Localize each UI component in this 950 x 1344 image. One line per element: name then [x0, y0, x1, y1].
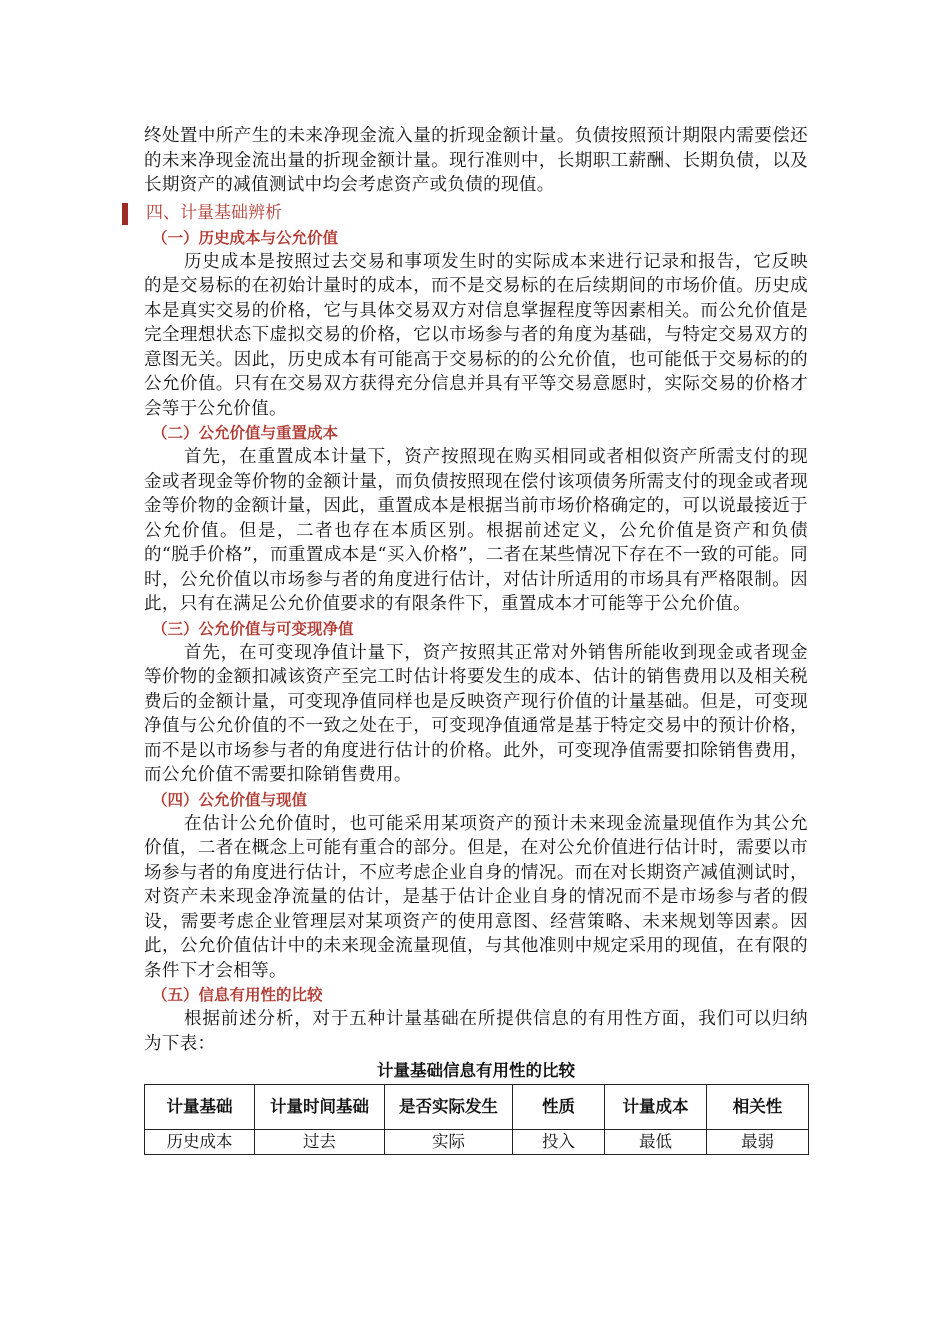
table-header-cell: 计量基础	[145, 1085, 255, 1130]
table-cell: 投入	[513, 1130, 605, 1155]
table-cell: 最弱	[707, 1130, 809, 1155]
table-cell: 最低	[605, 1130, 707, 1155]
subsection-heading-3: （三）公允价值与可变现净值	[152, 619, 354, 638]
intro-paragraph: 终处置中所产生的未来净现金流入量的折现金额计量。负债按照预计期限内需要偿还的未来净现金流出量的折现金额计量。现行准则中，长期职工薪酬、长期负债，以及长期资产的减值测试中均会考虑资产或负债的现值。	[144, 126, 808, 195]
table-header-cell: 性质	[513, 1085, 605, 1130]
table-header-cell: 计量成本	[605, 1085, 707, 1130]
table-caption: 计量基础信息有用性的比较	[377, 1061, 575, 1080]
subsection-paragraph-4: 在估计公允价值时，也可能采用某项资产的预计未来现金流量现值作为其公允价值，二者在概念上可能有重合的部分。但是，在对公允价值进行估计时，需要以市场参与者的角度进行估计，不应考虑企业自身的情况。而在对长期资产减值测试时，对资产未来现金净流量的估计，是基于估计企业自身的情况而不是市场参与者的假设，需要考虑企业管理层对某项资产的使用意图、经营策略、未来规划等因素。因此，公允价值估计中的未来现金流量现值，与其他准则中规定采用的现值，在有限的条件下才会相等。	[144, 813, 808, 981]
table-cell: 实际	[385, 1130, 513, 1155]
table-cell: 过去	[255, 1130, 385, 1155]
subsection-heading-2: （二）公允价值与重置成本	[152, 424, 339, 442]
subsection-paragraph-2: 首先，在重置成本计量下，资产按照现在购买相同或者相似资产所需支付的现金或者现金等价物的金额计量，而负债按照现在偿付该项债务所需支付的现金或者现金等价物的金额计量，因此，重置成本是根据当前市场价格确定的，可以说最接近于公允价值。但是，二者也存在本质区别。根据前述定义，公允价值是资产和负债的“脱手价格”，而重置成本是“买入价格”，二者在某些情况下存在不一致的可能。同时，公允价值以市场参与者的角度进行估计，对估计所适用的市场具有严格限制。因此，只有在满足公允价值要求的有限条件下，重置成本才可能等于公允价值。	[144, 447, 808, 614]
document-page	[144, 124, 808, 1155]
subsection-paragraph-5: 根据前述分析，对于五种计量基础在所提供信息的有用性方面，我们可以归纳为下表：	[144, 1009, 808, 1054]
table-cell: 历史成本	[145, 1130, 255, 1155]
table-header-row	[145, 1085, 809, 1130]
subsection-heading-1: （一）历史成本与公允价值	[152, 228, 339, 247]
comparison-table	[144, 1084, 809, 1155]
subsection-paragraph-3: 首先，在可变现净值计量下，资产按照其正常对外销售所能收到现金或者现金等价物的金额扣减该资产至完工时估计将要发生的成本、估计的销售费用以及相关税费后的金额计量，可变现净值同样也是反映资产现行价值的计量基础。但是，可变现净值与公允价值的不一致之处在于，可变现净值通常是基于特定交易中的预计价格，而不是以市场参与者的角度进行估计的价格。此外，可变现净值需要扣除销售费用，而公允价值不需要扣除销售费用。	[144, 642, 808, 785]
table-header-cell: 是否实际发生	[385, 1085, 513, 1130]
table-header-cell: 相关性	[707, 1085, 809, 1130]
subsection-heading-5: （五）信息有用性的比较	[152, 986, 323, 1004]
table-header-cell: 计量时间基础	[255, 1085, 385, 1130]
subsection-paragraph-1: 历史成本是按照过去交易和事项发生时的实际成本来进行记录和报告，它反映的是交易标的在初始计量时的成本，而不是交易标的在后续期间的市场价值。历史成本是真实交易的价格，它与具体交易双方对信息掌握程度等因素相关。而公允价值是完全理想状态下虚拟交易的价格，它以市场参与者的角度为基础，与特定交易双方的意图无关。因此，历史成本有可能高于交易标的的公允价值，也可能低于交易标的的公允价值。只有在交易双方获得充分信息并具有平等交易意愿时，实际交易的价格才会等于公允价值。	[144, 251, 808, 419]
subsection-heading-4: （四）公允价值与现值	[152, 790, 308, 809]
section-heading	[144, 201, 808, 225]
section-heading-text: 四、计量基础辨析	[146, 202, 282, 223]
section-heading-bar	[122, 203, 128, 225]
table-row	[145, 1130, 809, 1155]
